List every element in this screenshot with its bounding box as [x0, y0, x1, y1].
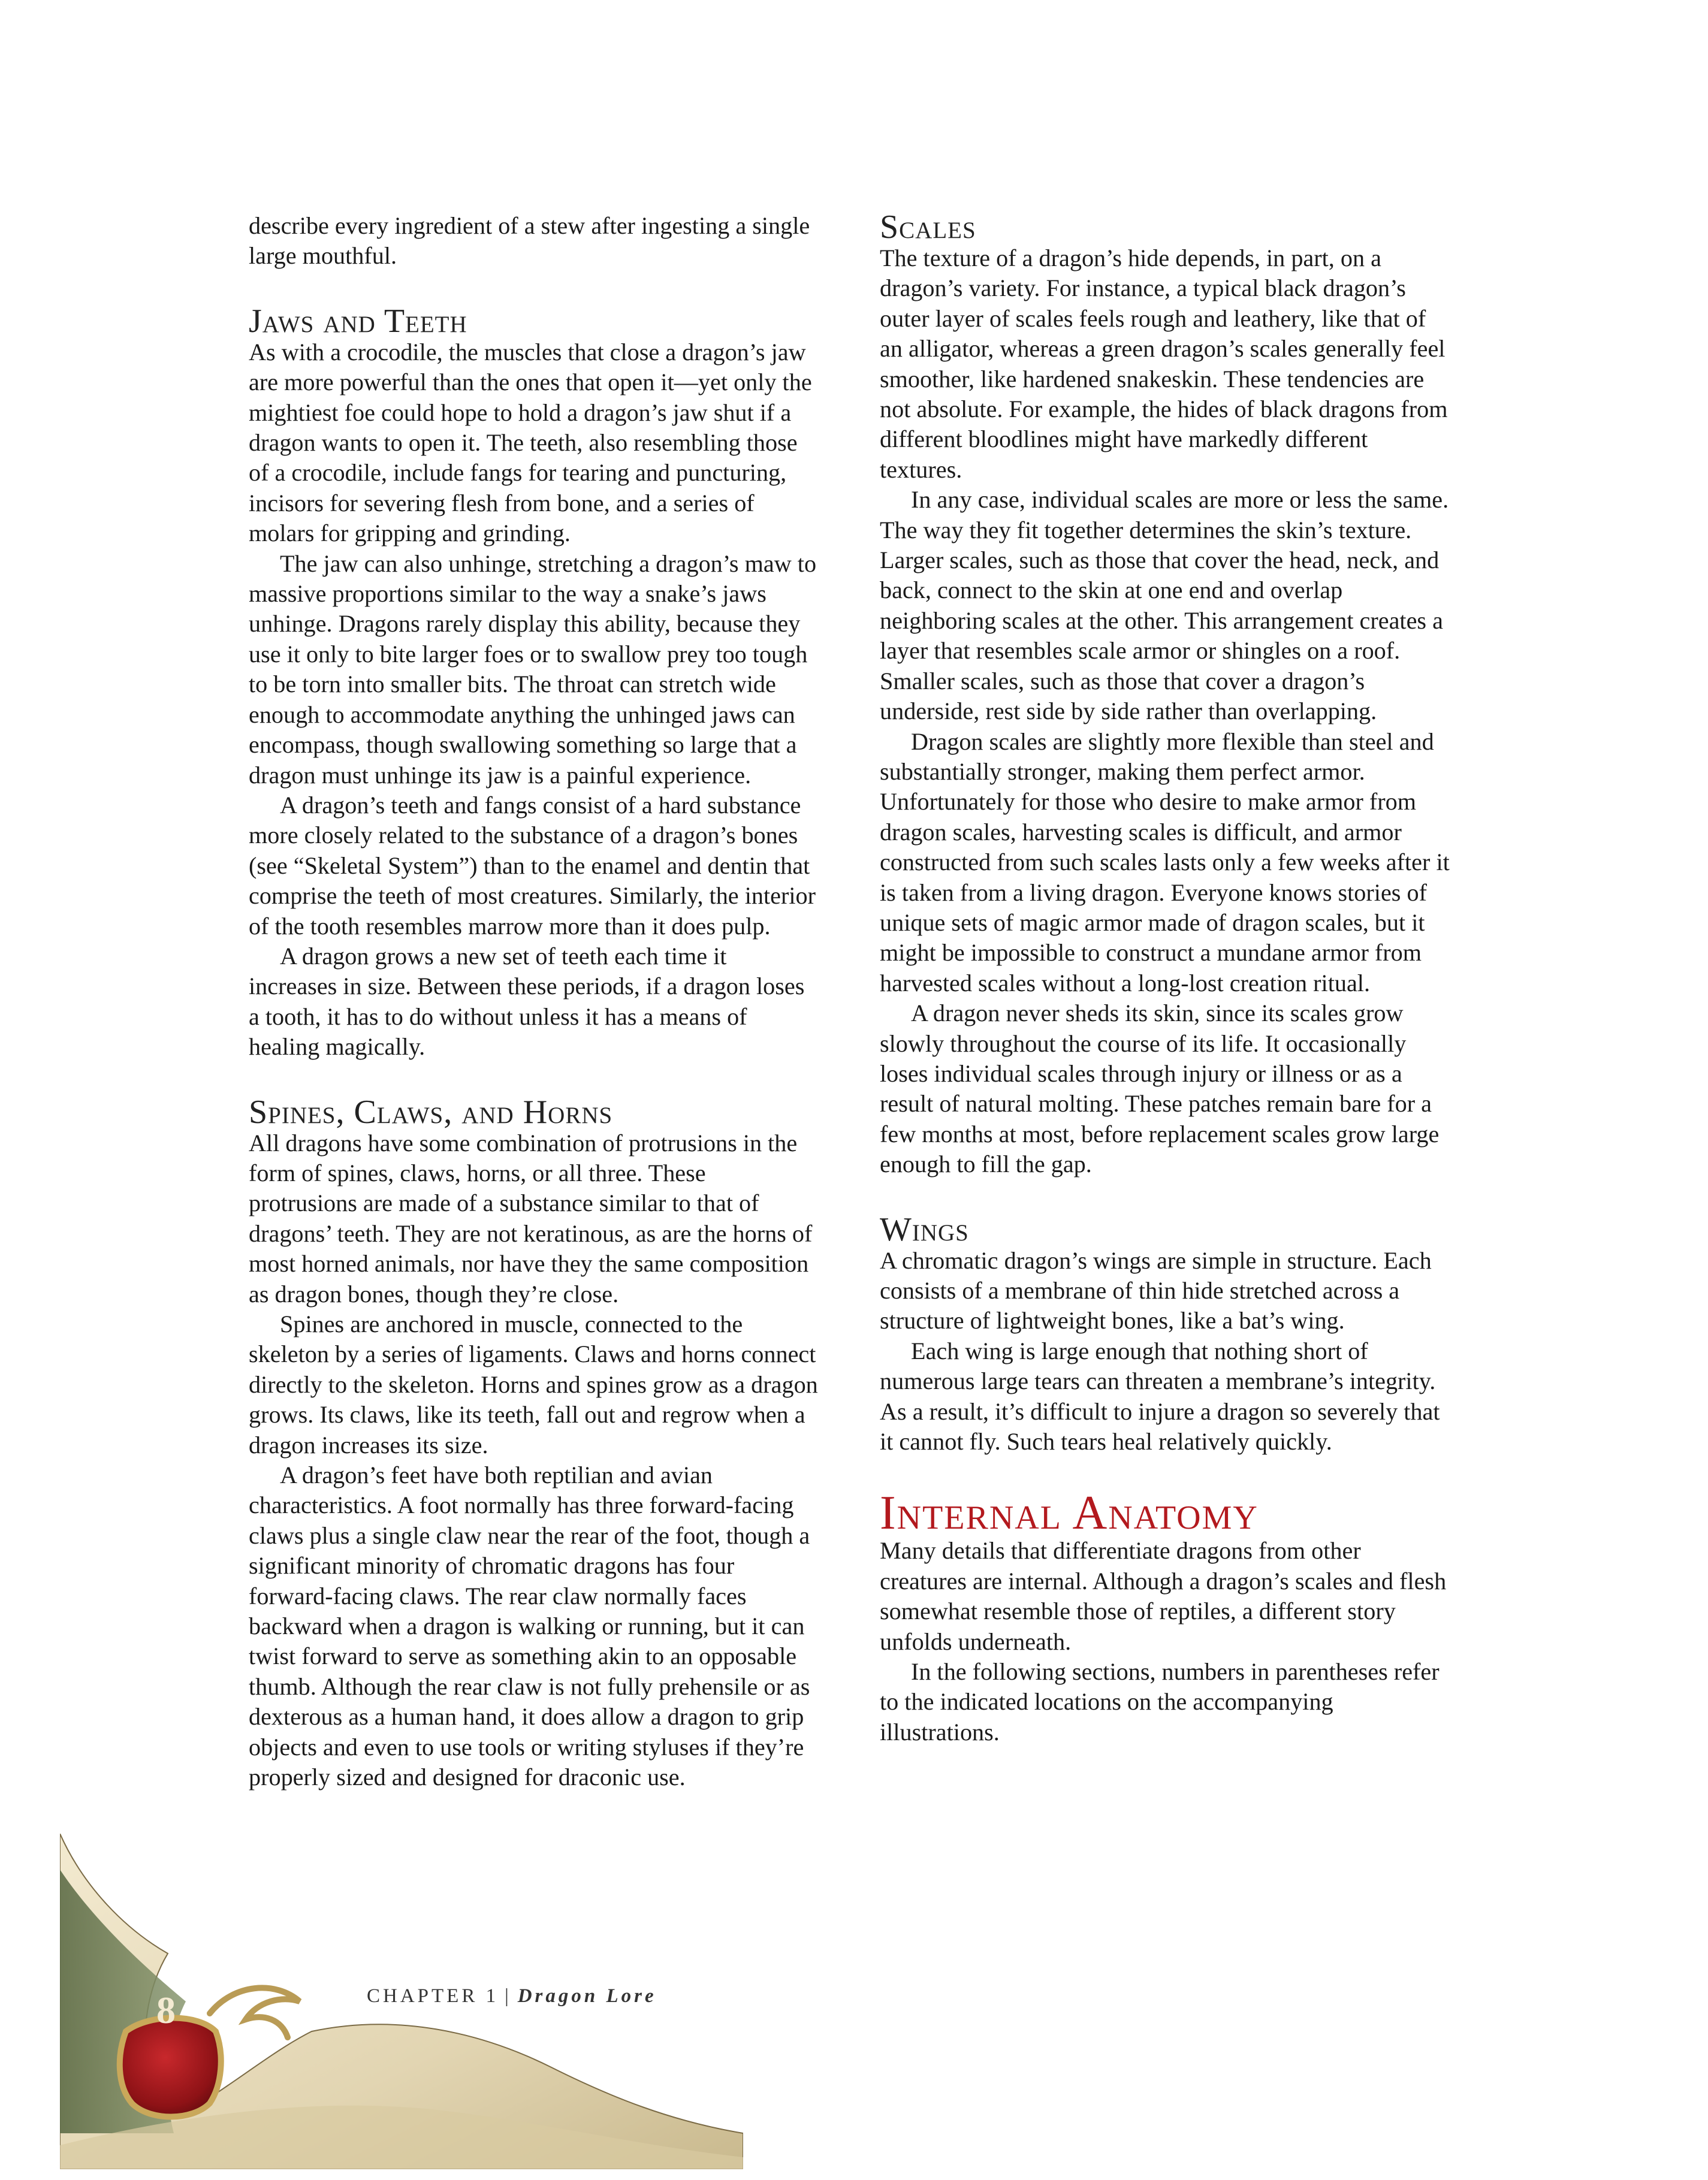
jaws-paragraph-3: A dragon’s teeth and fangs consist of a hard substance more closely related to the substance of a dragon’s bones (see “Skeletal System”) than to the enamel and dentin that comprise the teeth of most creatures. Similarly, the interior of the tooth resembles marrow more than it does pulp. — [249, 791, 816, 940]
internal-paragraph-2: In the following sections, numbers in parentheses refer to the indicated locations on the accompanying illustrations. — [880, 1658, 1440, 1746]
chapter-label: CHAPTER 1 — [367, 1985, 499, 2007]
scales-heading: Scales — [880, 209, 976, 246]
jaws-paragraph-4: A dragon grows a new set of teeth each time it increases in size. Between these periods, if a dragon loses a tooth, it has to do without unless it has a means of healing magically. — [249, 942, 805, 1061]
spines-claws-horns-heading: Spines, Claws, and Horns — [249, 1093, 613, 1131]
scroll-flourish — [210, 1988, 300, 2037]
spines-paragraph-1: All dragons have some combination of protrusions in the form of spines, claws, horns, or all three. These protrusions are made of a substance similar to that of dragons’ teeth. They are not keratinous, as are the horns of most horned animals, nor have they the same composition as dragon bones, though they’re close. — [249, 1129, 813, 1308]
right-column — [880, 211, 1450, 1747]
scales-paragraph-1: The texture of a dragon’s hide depends, in part, on a dragon’s variety. For instance, a typical black dragon’s outer layer of scales feels rough and leathery, like that of an alligator, whereas a green dragon’s scales generally feel smoother, like hardened snakeskin. These tendencies are not absolute. For example, the hides of black dragons from different bloodlines might have markedly different textures. — [880, 244, 1448, 483]
wings-paragraph-2: Each wing is large enough that nothing short of numerous large tears can threaten a membrane’s integrity. As a result, it’s difficult to injure a dragon so severely that it cannot fly. Such tears heal relatively quickly. — [880, 1337, 1440, 1456]
jaws-paragraph-1: As with a crocodile, the muscles that close a dragon’s jaw are more powerful than the ones that open it—yet only the mightiest foe could hope to hold a dragon’s jaw shut if a dragon wants to open it. The teeth, also resembling those of a crocodile, include fangs for tearing and puncturing, incisors for severing flesh from bone, and a series of molars for gripping and grinding. — [249, 338, 812, 547]
page-number: 8 — [156, 1989, 176, 2031]
internal-paragraph-1: Many details that differentiate dragons from other creatures are internal. Although a dragon’s scales and flesh somewhat resemble those of reptiles, a different story unfolds underneath. — [880, 1537, 1447, 1655]
footer-separator: | — [505, 1985, 512, 2007]
chapter-title: Dragon Lore — [517, 1985, 657, 2007]
internal-anatomy-heading: Internal Anatomy — [880, 1487, 1259, 1540]
spines-paragraph-2: Spines are anchored in muscle, connected to the skeleton by a series of ligaments. Claws and horns connect directly to the skeleton. Horns and spines grow as a dragon grows. Its claws, like its teeth, fall out and regrow when a dragon increases its size. — [249, 1311, 818, 1459]
intro-paragraph: describe every ingredient of a stew after ingesting a single large mouthful. — [249, 212, 810, 270]
wings-paragraph-1: A chromatic dragon’s wings are simple in structure. Each consists of a membrane of thin hide stretched across a structure of lightweight bones, like a bat’s wing. — [880, 1246, 1432, 1334]
gem-shape — [120, 2018, 221, 2117]
jaws-and-teeth-heading: Jaws and Teeth — [249, 302, 467, 340]
spines-paragraph-3: A dragon’s feet have both reptilian and avian characteristics. A foot normally has three forward-facing claws plus a single claw near the rear of the foot, though a significant minority of chromatic dragons has four forward-facing claws. The rear claw normally faces backward when a dragon is walking or running, but it can twist forward to serve as something akin to an opposable thumb. Although the rear claw is not fully prehensile or as dexterous as a human hand, it does allow a dragon to grip objects and even to use tools or writing styluses if they’re properly sized and designed for draconic use. — [249, 1462, 810, 1791]
scales-paragraph-3: Dragon scales are slightly more flexible than steel and substantially stronger, making them perfect armor. Unfortunately for those who desire to make armor from dragon scales, harvesting scales is difficult, and armor constructed from such scales lasts only a few weeks after it is taken from a living dragon. Everyone knows stories of unique sets of magic armor made of dragon scales, but it might be impossible to construct a mundane armor from harvested scales without a long-lost creation ritual. — [880, 727, 1450, 997]
wings-heading: Wings — [880, 1210, 969, 1248]
running-footer — [367, 1985, 657, 2007]
left-column — [249, 211, 819, 1793]
scales-paragraph-2: In any case, individual scales are more or less the same. The way they fit together determines the skin’s texture. Larger scales, such as those that cover the head, neck, and back, connect to the skin at one end and overlap neighboring scales at the other. This arrangement creates a layer that resembles scale armor or shingles on a roof. Smaller scales, such as those that cover a dragon’s underside, rest side by side rather than overlapping. — [880, 486, 1449, 725]
jaws-paragraph-2: The jaw can also unhinge, stretching a dragon’s maw to massive proportions similar to the way a snake’s jaws unhinge. Dragons rarely display this ability, because they use it only to bite larger foes or to swallow prey too tough to be torn into smaller bits. The throat can stretch wide enough to accommodate anything the unhinged jaws can encompass, though swallowing something so large that a dragon must unhinge its jaw is a painful experience. — [249, 549, 817, 789]
scales-paragraph-4: A dragon never sheds its skin, since its scales grow slowly throughout the course of its life. It occasionally loses individual scales through injury or illness or as a result of natural molting. These patches remain bare for a few months at most, before replacement scales grow large enough to fill the gap. — [880, 1000, 1440, 1178]
